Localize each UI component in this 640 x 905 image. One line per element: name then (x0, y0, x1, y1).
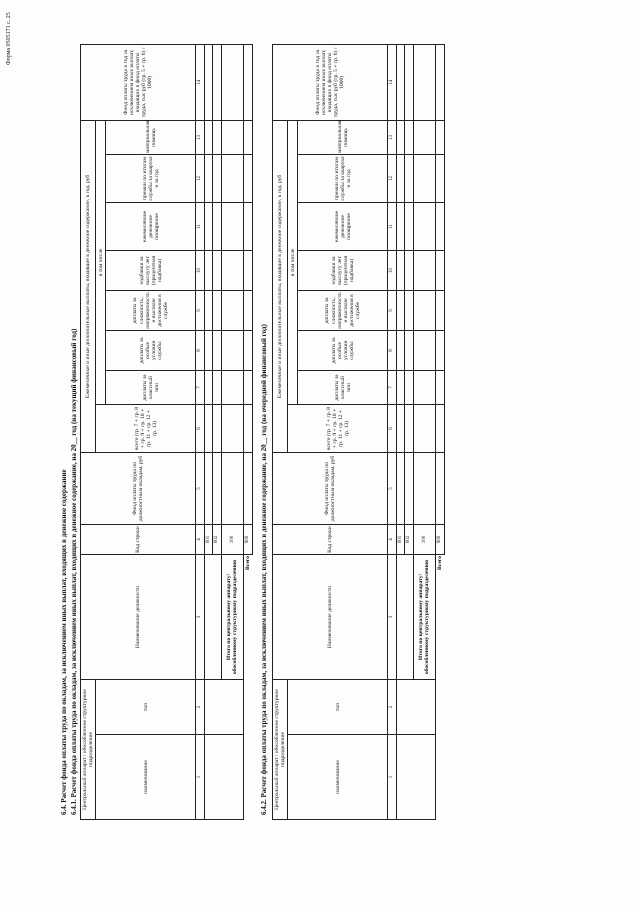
unit-type-header: тип (96, 680, 196, 735)
col-number: 8 (388, 331, 397, 371)
col-number: 6 (196, 405, 205, 453)
code-header: Код строки (273, 525, 388, 555)
grand-total-label: Всего (243, 555, 252, 820)
premium-header: ежемесячное денежное поощрение (106, 203, 196, 251)
material-header: материальная помощь (298, 120, 388, 154)
col-number: 3 (388, 555, 397, 680)
unit-name-header: наименование (288, 735, 388, 820)
col-number: 7 (388, 371, 397, 405)
col-number: 13 (196, 120, 205, 154)
row-code: 001 (204, 525, 213, 555)
col-number: 4 (388, 525, 397, 555)
col-number: 14 (388, 44, 397, 120)
col-number: 7 (196, 371, 205, 405)
unit-type-header: тип (288, 680, 388, 735)
incl-header: в том числе (96, 120, 106, 404)
form-id: Форма 0505171 с. 25 (6, 12, 12, 65)
extras-group-header: Ежемесячные и иные дополнительные выплаты, входящие в денежное содержание, в год, руб (81, 120, 96, 452)
col-number: 5 (196, 453, 205, 525)
subtotal-code: 100 (413, 525, 435, 555)
position-header: Наименование должности (81, 555, 196, 680)
col-number: 5 (388, 453, 397, 525)
row-code: 002 (213, 525, 222, 555)
col-number: 9 (196, 291, 205, 331)
special-header: доплаты за особые условия службы (298, 331, 388, 371)
grand-total-label: Всего (435, 555, 444, 820)
unit-group-header: Центральный аппарат / обособленное структурное подразделение (273, 680, 288, 820)
fund-total-header: Фонд оплаты труда в год за исключением иных выплат, входящих в фонд оплаты труда, тыс руб (гр. 5 + гр. 6) / 1000) (81, 44, 196, 120)
subtotal-label: Итого по центральному аппарату/ обособленному структурному подразделению (413, 555, 435, 680)
col-number: 11 (388, 203, 397, 251)
col-number: 12 (388, 155, 397, 203)
total-header: всего (гр. 7 + гр. 8 + гр. 9 + гр. 10 + гр. 11 + гр. 12 + гр. 13) (288, 405, 388, 453)
unit-name-header: наименование (96, 735, 196, 820)
column-numbers-row (196, 44, 205, 819)
col-number: 13 (388, 120, 397, 154)
column-numbers-row (388, 44, 397, 819)
row-code: 002 (405, 525, 414, 555)
extras-group-header: Ежемесячные и иные дополнительные выплаты, входящие в денежное содержание, в год, руб (273, 120, 288, 452)
bonus-header: надбавки за выслугу лет (процентная надбавка) (106, 251, 196, 291)
col-number: 1 (388, 735, 397, 820)
col-number: 6 (388, 405, 397, 453)
table-row (396, 44, 405, 819)
code-header: Код строки (81, 525, 196, 555)
quarterly-header: премии по итогам службы за квартал и за год (298, 155, 388, 203)
table-2-title: 6.4.2. Расчет фонда оплаты труда по окладам, за исключением иных выплат, входящих в денежное содержание, на 20__ год (на очередной финансовый год) (260, 324, 268, 815)
col-number: 2 (196, 680, 205, 735)
salary-fund-header: Фонд оплаты труда по должностным окладам, руб (81, 453, 196, 525)
rank-header: доплаты за классный чин (106, 371, 196, 405)
col-number: 3 (196, 555, 205, 680)
col-number: 9 (388, 291, 397, 331)
table-2 (272, 44, 445, 820)
secret-header: доплаты за сложность, напряженность и высокие достижения в службе (298, 291, 388, 331)
col-number: 10 (388, 251, 397, 291)
table-1 (80, 44, 253, 820)
col-number: 10 (196, 251, 205, 291)
col-number: 14 (196, 44, 205, 120)
col-number: 4 (196, 525, 205, 555)
unit-group-header: Центральный аппарат / обособленное структурное подразделение (81, 680, 96, 820)
table-row (204, 44, 213, 819)
incl-header: в том числе (288, 120, 298, 404)
col-number: 11 (196, 203, 205, 251)
rank-header: доплаты за классный чин (298, 371, 388, 405)
material-header: материальная помощь (106, 120, 196, 154)
col-number: 8 (196, 331, 205, 371)
special-header: доплаты за особые условия службы (106, 331, 196, 371)
section-title: 6.4. Расчет фонда оплаты труда по окладам, за исключением иных выплат, входящих в денежное содержание (60, 469, 68, 815)
quarterly-header: премии по итогам службы за квартал и за год (106, 155, 196, 203)
grand-total-row (435, 44, 444, 819)
fund-total-header: Фонд оплаты труда в год за исключением иных выплат, входящих в фонд оплаты труда, тыс руб (гр. 5 + гр. 6) / 1000) (273, 44, 388, 120)
grand-total-row (243, 44, 252, 819)
grand-total-code: 900 (243, 525, 252, 555)
table-1-title: 6.4.1. Расчет фонда оплаты труда по окладам, за исключением иных выплат, входящих в денежное содержание, на 20__ год (на текущий финансовый год) (70, 328, 78, 815)
subtotal-label: Итого по центральному аппарату/ обособленному структурному подразделению (221, 555, 243, 680)
col-number: 2 (388, 680, 397, 735)
col-number: 12 (196, 155, 205, 203)
subtotal-code: 100 (221, 525, 243, 555)
position-header: Наименование должности (273, 555, 388, 680)
total-header: всего (гр. 7 + гр. 8 + гр. 9 + гр. 10 + гр. 11 + гр. 12 + гр. 13) (96, 405, 196, 453)
premium-header: ежемесячное денежное поощрение (298, 203, 388, 251)
secret-header: доплаты за сложность, напряженность и высокие достижения в службе (106, 291, 196, 331)
row-code: 001 (396, 525, 405, 555)
bonus-header: надбавки за выслугу лет (процентная надбавка) (298, 251, 388, 291)
salary-fund-header: Фонд оплаты труда по должностным окладам, руб (273, 453, 388, 525)
grand-total-code: 900 (435, 525, 444, 555)
col-number: 1 (196, 735, 205, 820)
